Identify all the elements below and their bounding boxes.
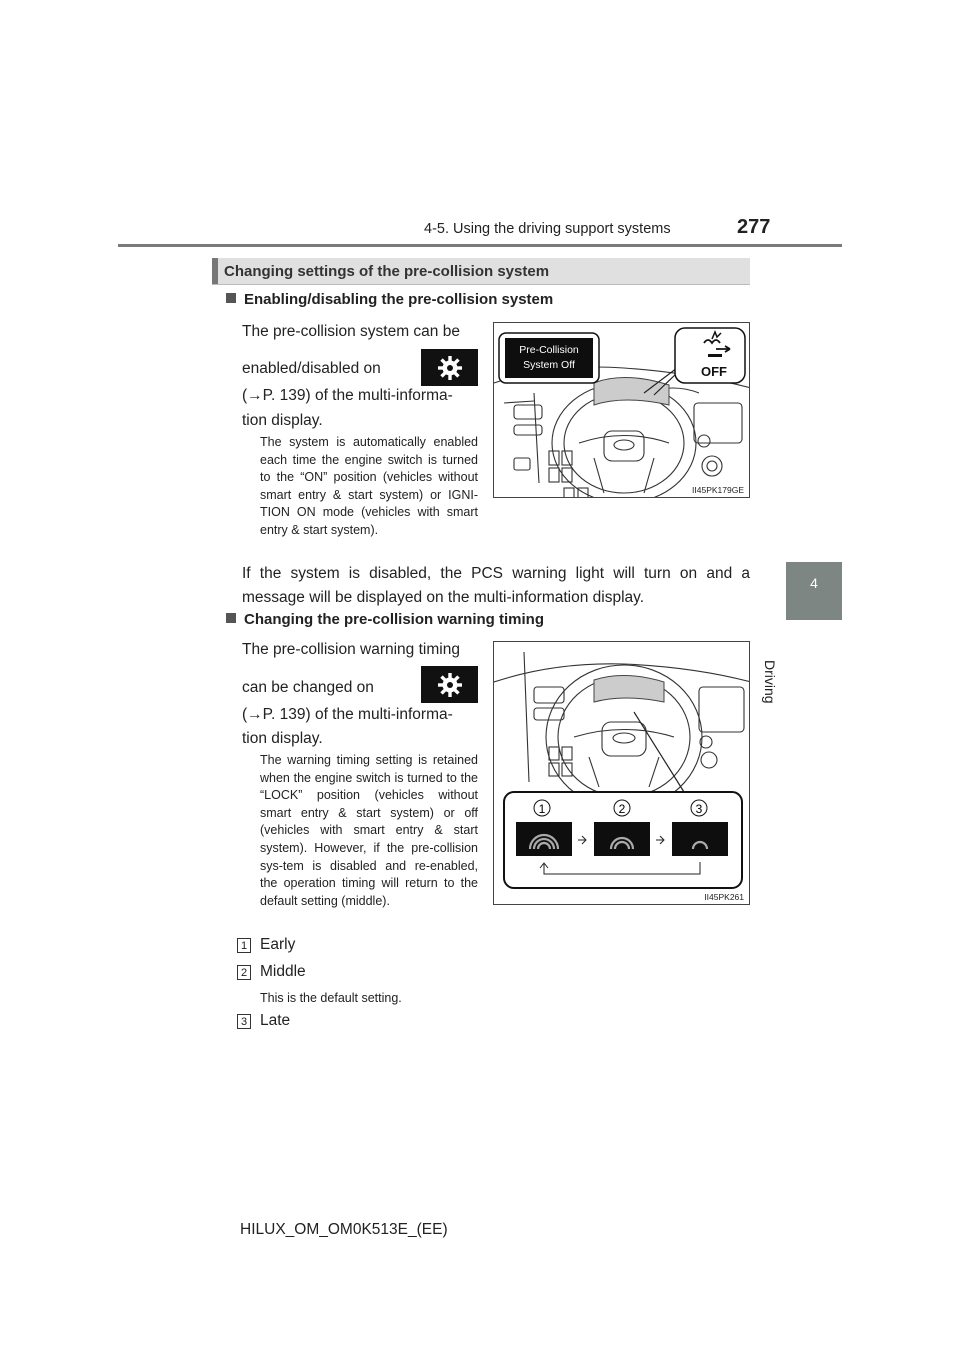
- subheading-text: Changing the pre-collision warning timing: [244, 611, 544, 628]
- dashboard-figure-timing: [493, 641, 750, 905]
- list-number: 3: [237, 1014, 251, 1029]
- section-title: Changing settings of the pre-collision system: [224, 263, 550, 280]
- chapter-tab-label: Driving: [762, 660, 778, 704]
- list-number: 1: [237, 938, 251, 953]
- callout-2: 2: [618, 802, 626, 816]
- list-item-late: Late: [260, 1012, 291, 1029]
- timing-illustration: [494, 642, 750, 905]
- body-line: tion display.: [242, 412, 323, 429]
- body-line: The pre-collision warning timing: [242, 641, 460, 658]
- body-line: can be changed on: [242, 679, 374, 696]
- bullet-square-icon: [226, 293, 236, 303]
- settings-button: [421, 666, 478, 703]
- settings-button: [421, 349, 478, 386]
- header-rule: [118, 244, 842, 247]
- subheading-warning-timing: [226, 611, 544, 628]
- pcs-off-text-1: Pre-Collision: [519, 344, 579, 356]
- chapter-tab: [786, 562, 842, 620]
- section-title-rule: [212, 284, 750, 285]
- body-line: enabled/disabled on: [242, 360, 381, 377]
- figure-code: II45PK261: [704, 892, 744, 902]
- dashboard-illustration: [494, 323, 750, 498]
- callout-1: 1: [538, 802, 546, 816]
- list-item-note: This is the default setting.: [260, 991, 402, 1005]
- gear-icon: [437, 355, 463, 381]
- list-number: 2: [237, 965, 251, 980]
- callout-3: 3: [695, 802, 703, 816]
- figure-code: II45PK179GE: [692, 485, 744, 495]
- bullet-square-icon: [226, 613, 236, 623]
- body-line: (→P. 139) of the multi-informa-: [242, 387, 453, 404]
- page-number: 277: [737, 216, 771, 238]
- list-item-early: Early: [260, 936, 296, 953]
- body-line: The pre-collision system can be: [242, 323, 460, 340]
- list-item-middle: Middle: [260, 963, 306, 980]
- dashboard-figure-pcs-off: [493, 322, 750, 498]
- gear-icon: [437, 672, 463, 698]
- body-paragraph: If the system is disabled, the PCS warning light will turn on and a message will be displayed on the multi-information display.: [242, 565, 750, 606]
- timing-late-display: [672, 822, 728, 856]
- note-text: The system is automatically enabled each time the engine switch is turned to the “ON” position (vehicles without smart entry & start system) or IGNI-TION ON mode (vehicles with smart entry & start system).: [260, 435, 478, 537]
- pcs-off-label: OFF: [701, 364, 727, 379]
- subheading-enable-disable: [226, 291, 553, 308]
- body-line: tion display.: [242, 730, 323, 747]
- subheading-text: Enabling/disabling the pre-collision system: [244, 291, 554, 308]
- pcs-off-text-2: System Off: [523, 359, 575, 371]
- chapter-tab-number: 4: [810, 575, 818, 591]
- running-header: 4-5. Using the driving support systems: [424, 221, 671, 237]
- note-text: The warning timing setting is retained when the engine switch is turned to the “LOCK” position (vehicles without smart entry & start system) or off (vehicles with smart entry & start system). However, if the pre-collision sys-tem is disabled and re-enabled, the operation timing will return to the default setting (middle).: [260, 753, 478, 908]
- document-footer: HILUX_OM_OM0K513E_(EE): [240, 1221, 448, 1238]
- body-line: (→P. 139) of the multi-informa-: [242, 706, 453, 723]
